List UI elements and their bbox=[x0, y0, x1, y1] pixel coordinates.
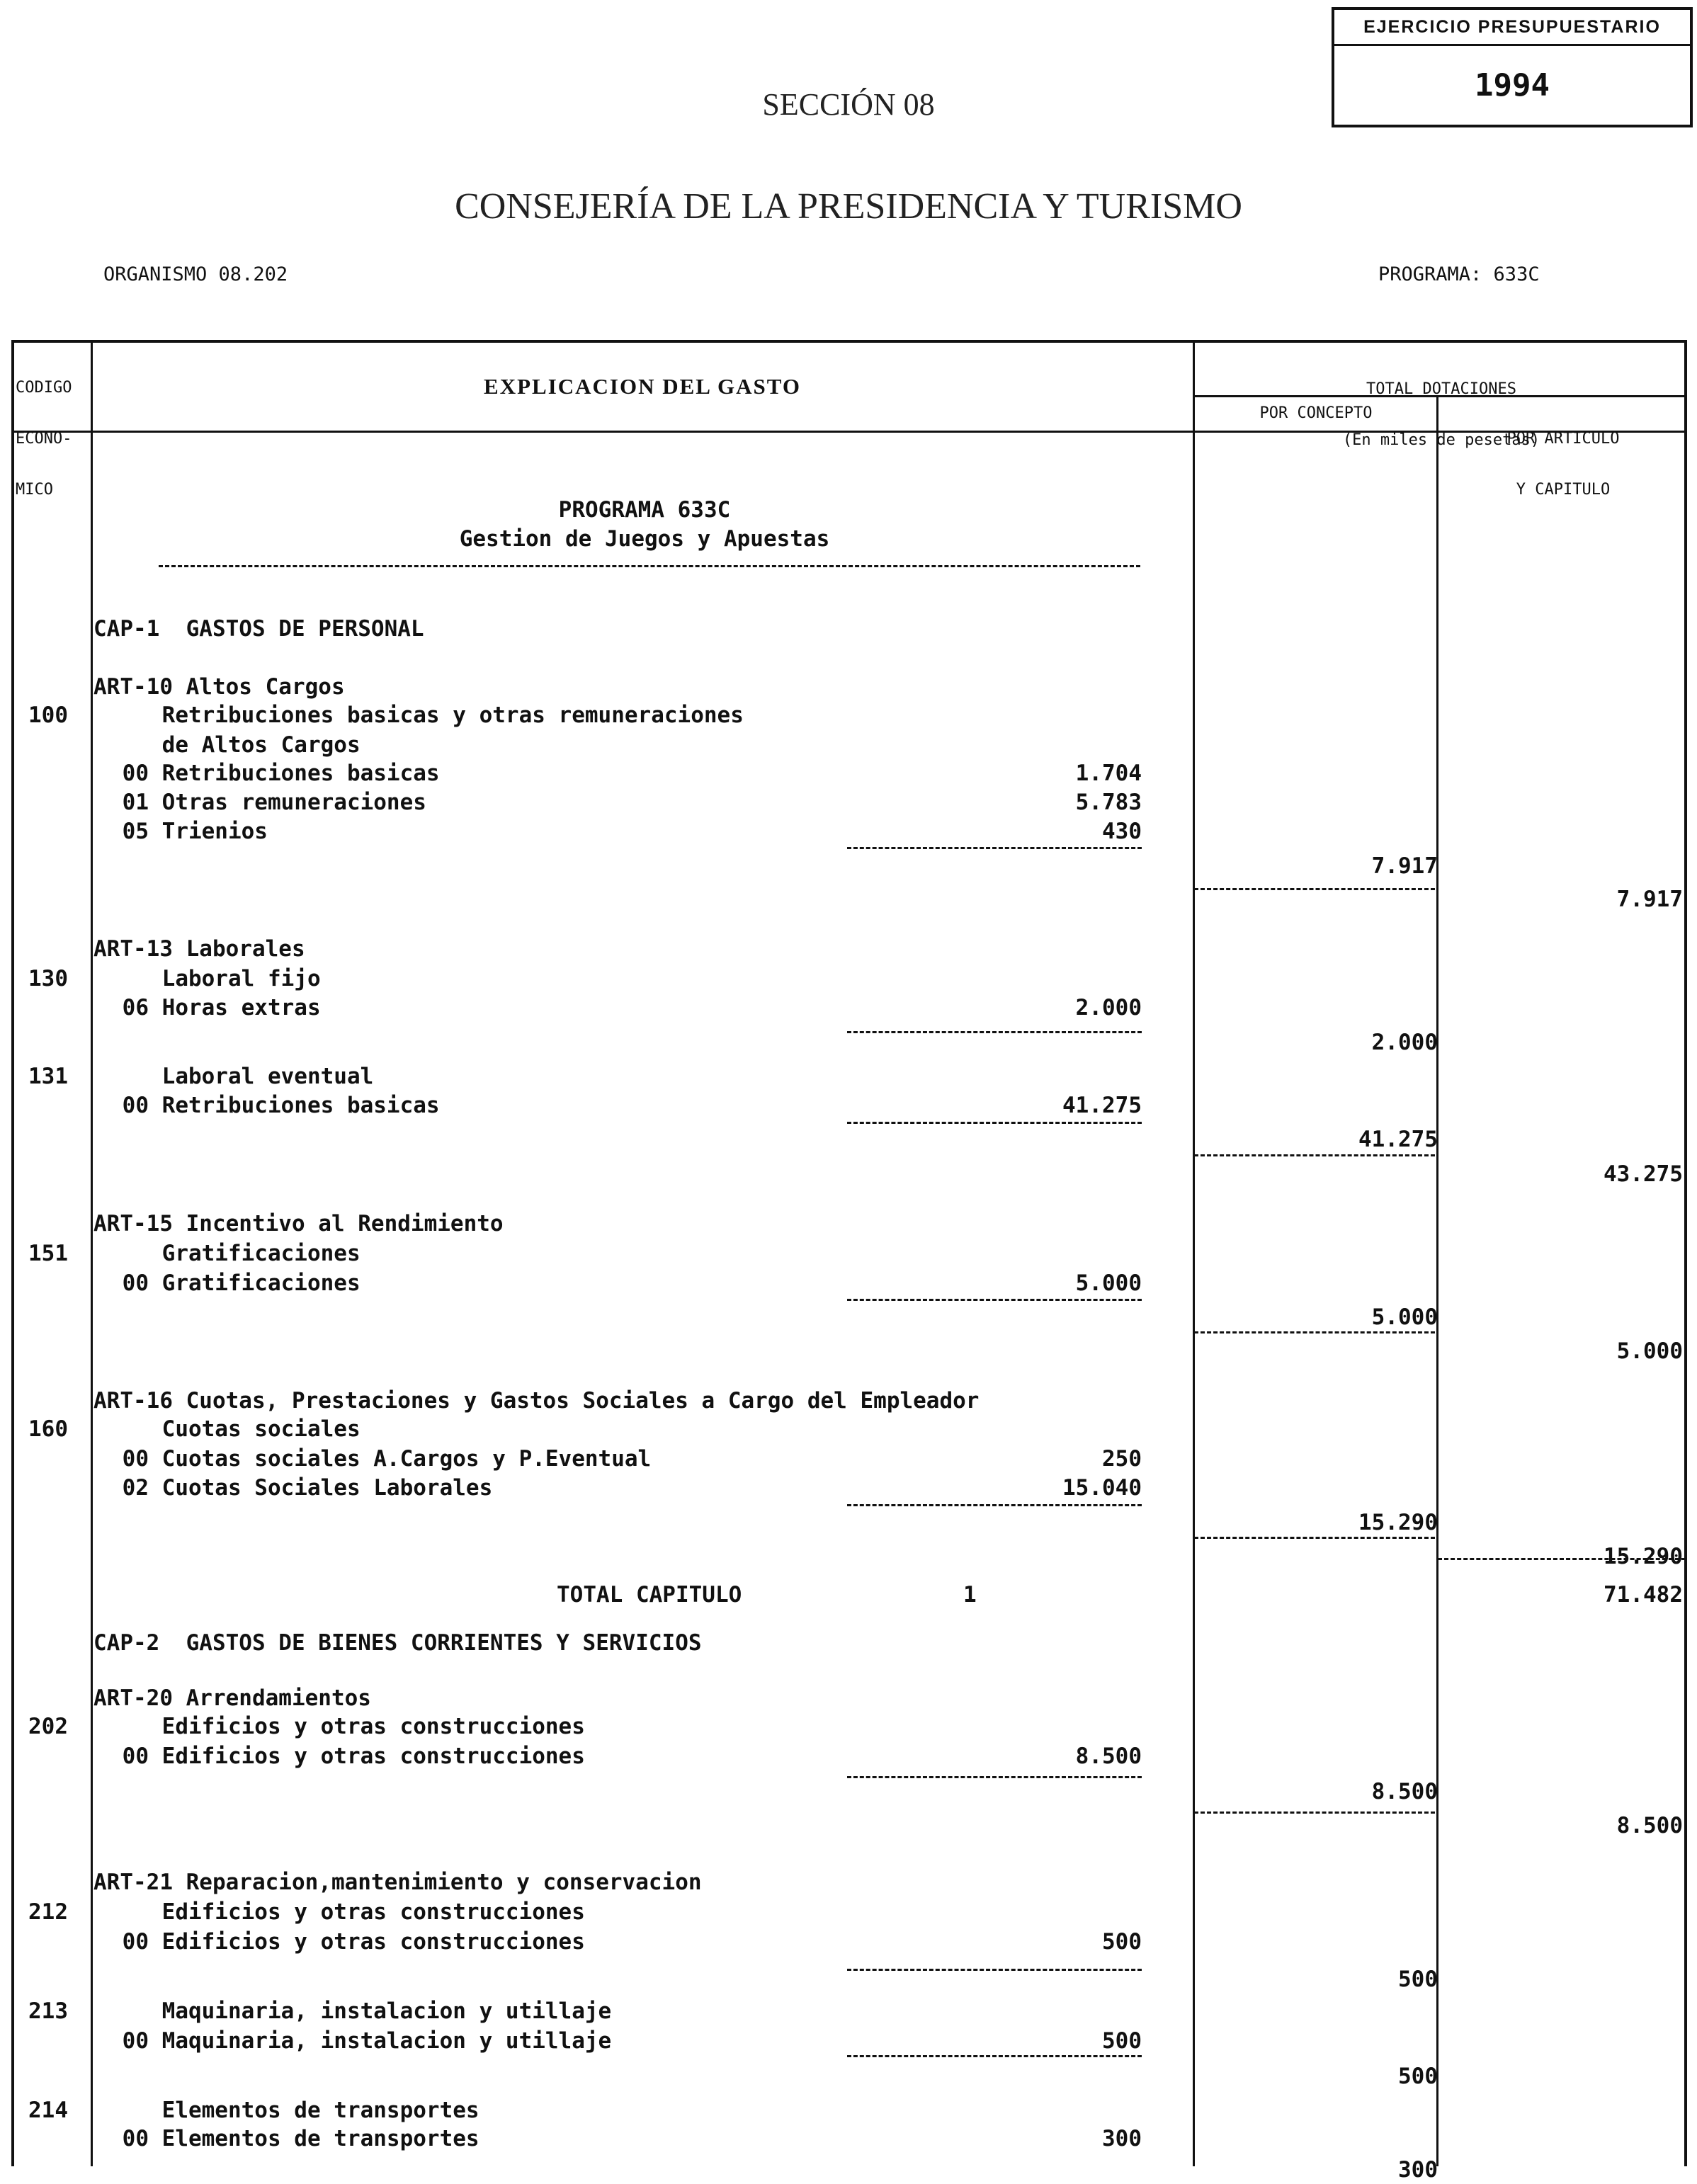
concepto-rule bbox=[1194, 888, 1435, 890]
section-heading: ART-10 Altos Cargos bbox=[93, 674, 345, 700]
articulo-header: POR ARTICULO Y CAPITULO bbox=[1506, 430, 1620, 499]
total-capitulo-label: TOTAL CAPITULO bbox=[557, 1582, 742, 1608]
subtotal-rule bbox=[847, 1031, 1142, 1033]
sub-amount: 250 bbox=[1102, 1446, 1142, 1472]
ejercicio-label: EJERCICIO PRESUPUESTARIO bbox=[1334, 10, 1690, 46]
program-underline bbox=[159, 565, 1140, 567]
concepto-amount: 8.500 bbox=[1371, 1779, 1438, 1804]
line-item-label: 00 Retribuciones basicas bbox=[109, 1093, 440, 1118]
line-item-label: de Altos Cargos bbox=[109, 732, 361, 758]
economic-code: 212 bbox=[28, 1899, 68, 1925]
sub-amount: 41.275 bbox=[1062, 1093, 1142, 1118]
section-heading: ART-21 Reparacion,mantenimiento y conservacion bbox=[93, 1870, 702, 1895]
line-item-label: Edificios y otras construcciones bbox=[109, 1899, 585, 1925]
section-heading: ART-15 Incentivo al Rendimiento bbox=[93, 1211, 504, 1236]
economic-code: 160 bbox=[28, 1416, 68, 1442]
code-column-divider bbox=[91, 343, 93, 2166]
economic-code: 100 bbox=[28, 703, 68, 728]
concepto-amount: 7.917 bbox=[1371, 853, 1438, 879]
articulo-rule bbox=[1438, 1558, 1686, 1560]
concepto-rule bbox=[1194, 1154, 1435, 1156]
programa-label: PROGRAMA: 633C bbox=[1378, 263, 1540, 285]
concepto-header: POR CONCEPTO bbox=[1259, 404, 1373, 422]
subtotal-rule bbox=[847, 1122, 1142, 1124]
concepto-amount: 500 bbox=[1398, 1967, 1438, 1992]
articulo-column-divider bbox=[1436, 395, 1438, 2166]
program-title: PROGRAMA 633C bbox=[558, 497, 731, 523]
articulo-amount: 71.482 bbox=[1604, 1582, 1683, 1608]
economic-code: 202 bbox=[28, 1714, 68, 1739]
subtotal-rule bbox=[847, 2055, 1142, 2057]
sub-amount: 2.000 bbox=[1075, 995, 1142, 1020]
line-item-label: 00 Cuotas sociales A.Cargos y P.Eventual bbox=[109, 1446, 652, 1472]
concepto-amount: 300 bbox=[1398, 2157, 1438, 2183]
concepto-amount: 500 bbox=[1398, 2064, 1438, 2089]
sub-amount: 5.000 bbox=[1075, 1270, 1142, 1296]
organismo-label: ORGANISMO 08.202 bbox=[103, 263, 288, 285]
subtotal-rule bbox=[847, 1299, 1142, 1301]
line-item-label: Retribuciones basicas y otras remuneraciones bbox=[109, 703, 744, 728]
economic-code: 214 bbox=[28, 2098, 68, 2123]
concepto-amount: 15.290 bbox=[1358, 1510, 1438, 1535]
concepto-amount: 5.000 bbox=[1371, 1304, 1438, 1330]
line-item-label: Elementos de transportes bbox=[109, 2098, 479, 2123]
concepto-rule bbox=[1194, 1537, 1435, 1539]
line-item-label: Laboral eventual bbox=[109, 1064, 374, 1089]
program-subtitle: Gestion de Juegos y Apuestas bbox=[459, 526, 830, 552]
section-heading: ART-13 Laborales bbox=[93, 936, 305, 962]
line-item-label: Cuotas sociales bbox=[109, 1416, 361, 1442]
sub-amount: 8.500 bbox=[1075, 1744, 1142, 1769]
line-item-label: 00 Edificios y otras construcciones bbox=[109, 1744, 585, 1769]
articulo-amount: 43.275 bbox=[1604, 1161, 1683, 1187]
subtotal-rule bbox=[847, 847, 1142, 849]
line-item-label: 00 Elementos de transportes bbox=[109, 2126, 479, 2151]
sub-amount: 430 bbox=[1102, 819, 1142, 844]
sub-amount: 300 bbox=[1102, 2126, 1142, 2151]
total-capitulo-number: 1 bbox=[963, 1582, 977, 1608]
subtotal-rule bbox=[847, 1969, 1142, 1971]
articulo-amount: 8.500 bbox=[1616, 1813, 1683, 1838]
section-heading: ART-20 Arrendamientos bbox=[93, 1685, 371, 1711]
concepto-rule bbox=[1194, 1331, 1435, 1333]
articulo-amount: 15.290 bbox=[1604, 1544, 1683, 1569]
ministry-title: CONSEJERÍA DE LA PRESIDENCIA Y TURISMO bbox=[455, 186, 1242, 227]
sub-amount: 1.704 bbox=[1075, 761, 1142, 786]
line-item-label: 00 Retribuciones basicas bbox=[109, 761, 440, 786]
ejercicio-year: 1994 bbox=[1475, 67, 1550, 103]
economic-code: 213 bbox=[28, 1998, 68, 2024]
code-header: CODIGO ECONO- MICO bbox=[16, 379, 72, 499]
economic-code: 131 bbox=[28, 1064, 68, 1089]
sub-amount: 500 bbox=[1102, 1929, 1142, 1955]
line-item-label: Gratificaciones bbox=[109, 1241, 361, 1266]
line-item-label: 06 Horas extras bbox=[109, 995, 321, 1020]
line-item-label: Edificios y otras construcciones bbox=[109, 1714, 585, 1739]
section-heading: CAP-2 GASTOS DE BIENES CORRIENTES Y SERVICIOS bbox=[93, 1630, 702, 1656]
total-header: TOTAL DOTACIONES (En miles de pesetas) bbox=[1342, 380, 1540, 449]
subtotal-rule bbox=[847, 1504, 1142, 1506]
economic-code: 130 bbox=[28, 966, 68, 991]
line-item-label: 05 Trienios bbox=[109, 819, 268, 844]
ejercicio-box bbox=[1332, 7, 1693, 127]
line-item-label: Maquinaria, instalacion y utillaje bbox=[109, 1998, 612, 2024]
line-item-label: Laboral fijo bbox=[109, 966, 321, 991]
line-item-label: 02 Cuotas Sociales Laborales bbox=[109, 1475, 493, 1501]
line-item-label: 00 Maquinaria, instalacion y utillaje bbox=[109, 2028, 612, 2054]
line-item-label: 01 Otras remuneraciones bbox=[109, 790, 426, 815]
concepto-column-divider bbox=[1193, 343, 1195, 2166]
sub-amount: 5.783 bbox=[1075, 790, 1142, 815]
concepto-rule bbox=[1194, 1812, 1435, 1814]
line-item-label: 00 Gratificaciones bbox=[109, 1270, 361, 1296]
line-item-label: 00 Edificios y otras construcciones bbox=[109, 1929, 585, 1955]
section-title: SECCIÓN 08 bbox=[762, 87, 935, 122]
subtotal-rule bbox=[847, 1776, 1142, 1778]
articulo-amount: 5.000 bbox=[1616, 1338, 1683, 1364]
concepto-amount: 41.275 bbox=[1358, 1127, 1438, 1152]
concepto-amount: 2.000 bbox=[1371, 1030, 1438, 1055]
section-heading: CAP-1 GASTOS DE PERSONAL bbox=[93, 616, 424, 642]
explicacion-header: EXPLICACION DEL GASTO bbox=[484, 374, 801, 399]
sub-amount: 15.040 bbox=[1062, 1475, 1142, 1501]
economic-code: 151 bbox=[28, 1241, 68, 1266]
articulo-amount: 7.917 bbox=[1616, 887, 1683, 912]
section-heading: ART-16 Cuotas, Prestaciones y Gastos Sociales a Cargo del Empleador bbox=[93, 1388, 980, 1414]
sub-amount: 500 bbox=[1102, 2028, 1142, 2054]
